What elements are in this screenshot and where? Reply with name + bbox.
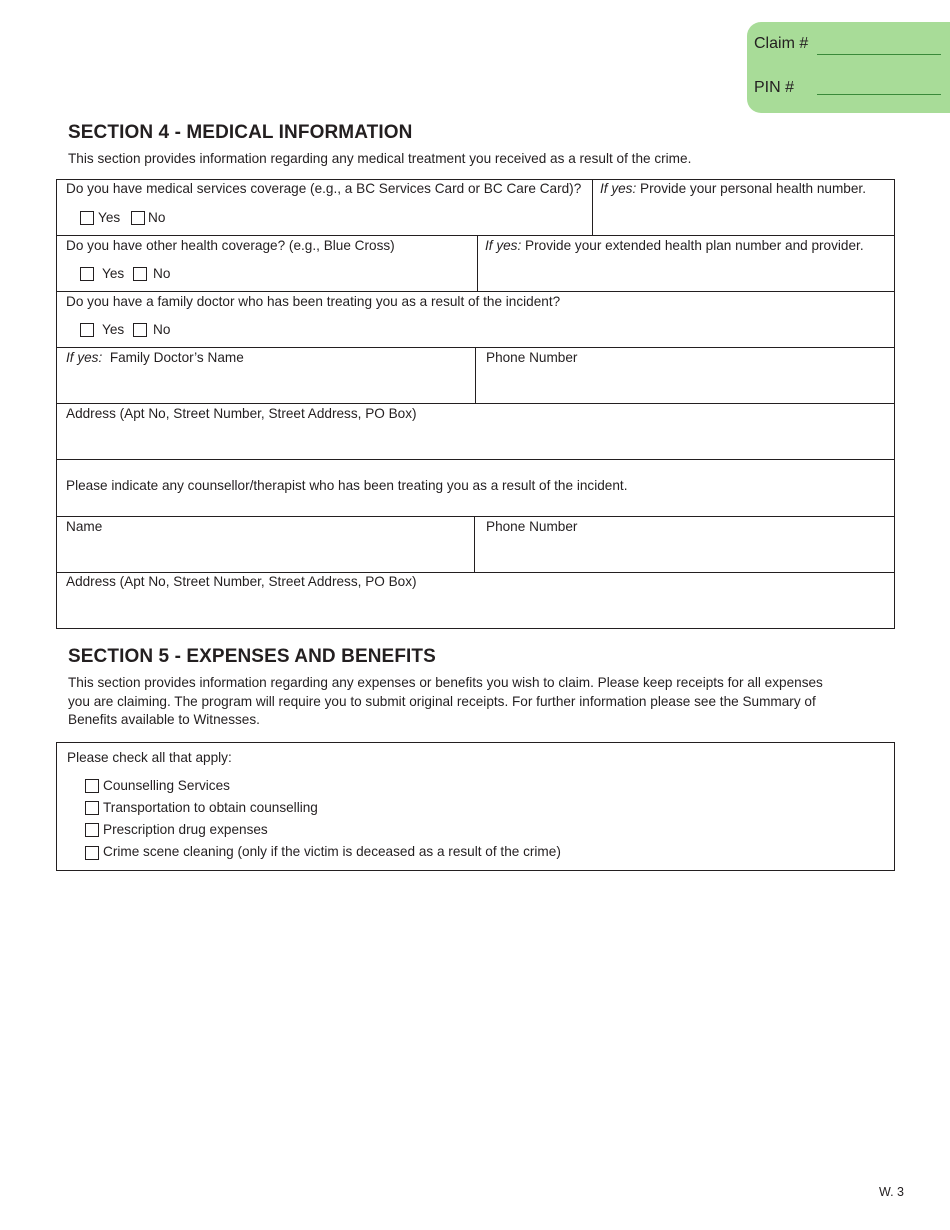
counsellor-address-field[interactable]: Address (Apt No, Street Number, Street Address, PO Box) xyxy=(66,574,417,589)
counselling-services-checkbox[interactable] xyxy=(85,779,99,793)
option-label: Crime scene cleaning (only if the victim is deceased as a result of the crime) xyxy=(103,844,561,859)
section5-description xyxy=(68,674,888,730)
pin-label: PIN # xyxy=(754,79,795,96)
section5-title: SECTION 5 - EXPENSES AND BENEFITS xyxy=(68,646,436,667)
yes-label: Yes xyxy=(102,266,125,281)
transportation-checkbox[interactable] xyxy=(85,801,99,815)
no-label: No xyxy=(153,266,171,281)
section4-title: SECTION 4 - MEDICAL INFORMATION xyxy=(68,122,413,143)
row-divider xyxy=(56,459,895,460)
yes-label: Yes xyxy=(102,322,125,337)
health-number-field-label[interactable] xyxy=(600,181,866,196)
claim-box xyxy=(747,22,950,113)
col-divider xyxy=(475,347,476,403)
pin-row xyxy=(754,79,794,97)
option-label: Counselling Services xyxy=(103,778,230,793)
doctor-address-field[interactable]: Address (Apt No, Street Number, Street Address, PO Box) xyxy=(66,406,417,421)
row-divider xyxy=(56,235,895,236)
medical-coverage-yes-checkbox[interactable] xyxy=(80,211,94,225)
description-line: you are claiming. The program will require you to submit original receipts. For further information please see the Summary of xyxy=(68,693,816,709)
page-number: W. 3 xyxy=(878,1185,904,1199)
section4-description: This section provides information regarding any medical treatment you received as a result of the crime. xyxy=(68,151,692,166)
if-yes-prefix: If yes: xyxy=(66,350,103,365)
description-line: Benefits available to Witnesses. xyxy=(68,712,260,727)
claim-number-label: Claim # xyxy=(754,35,809,52)
no-label: No xyxy=(148,210,166,225)
other-coverage-question: Do you have other health coverage? (e.g., Blue Cross) xyxy=(66,238,395,253)
other-coverage-no-checkbox[interactable] xyxy=(133,267,147,281)
if-yes-prefix: If yes: xyxy=(485,238,522,253)
option-label: Prescription drug expenses xyxy=(103,822,268,837)
family-doctor-yes-checkbox[interactable] xyxy=(80,323,94,337)
yes-label: Yes xyxy=(98,210,121,225)
col-divider xyxy=(474,516,475,572)
col-divider xyxy=(477,235,478,291)
claim-number-row xyxy=(754,35,808,53)
doctor-name-field[interactable] xyxy=(66,350,244,365)
doctor-phone-field[interactable]: Phone Number xyxy=(486,350,578,365)
claim-number-field[interactable] xyxy=(817,54,941,55)
check-prompt: Please check all that apply: xyxy=(67,750,232,765)
medical-coverage-no-checkbox[interactable] xyxy=(131,211,145,225)
medical-coverage-question: Do you have medical services coverage (e.g., a BC Services Card or BC Care Card)? xyxy=(66,181,582,196)
doctor-name-label: Family Doctor’s Name xyxy=(102,350,244,365)
col-divider xyxy=(592,179,593,235)
row-divider xyxy=(56,403,895,404)
prescription-drug-checkbox[interactable] xyxy=(85,823,99,837)
no-label: No xyxy=(153,322,171,337)
row-divider xyxy=(56,572,895,573)
other-coverage-yes-checkbox[interactable] xyxy=(80,267,94,281)
if-yes-prefix: If yes: xyxy=(600,181,637,196)
health-number-label: Provide your personal health number. xyxy=(636,181,866,196)
pin-field[interactable] xyxy=(817,94,941,95)
extended-plan-field-label[interactable] xyxy=(485,238,864,253)
counsellor-prompt: Please indicate any counsellor/therapist who has been treating you as a result of the incident. xyxy=(66,478,628,493)
row-divider xyxy=(56,516,895,517)
row-divider xyxy=(56,291,895,292)
description-line: This section provides information regarding any expenses or benefits you wish to claim. Please keep receipts for all expenses xyxy=(68,675,823,690)
family-doctor-no-checkbox[interactable] xyxy=(133,323,147,337)
option-label: Transportation to obtain counselling xyxy=(103,800,318,815)
counsellor-phone-field[interactable]: Phone Number xyxy=(486,519,578,534)
crime-scene-cleaning-checkbox[interactable] xyxy=(85,846,99,860)
family-doctor-question: Do you have a family doctor who has been treating you as a result of the incident? xyxy=(66,294,561,309)
counsellor-name-field[interactable]: Name xyxy=(66,519,103,534)
extended-plan-label: Provide your extended health plan number and provider. xyxy=(521,238,864,253)
